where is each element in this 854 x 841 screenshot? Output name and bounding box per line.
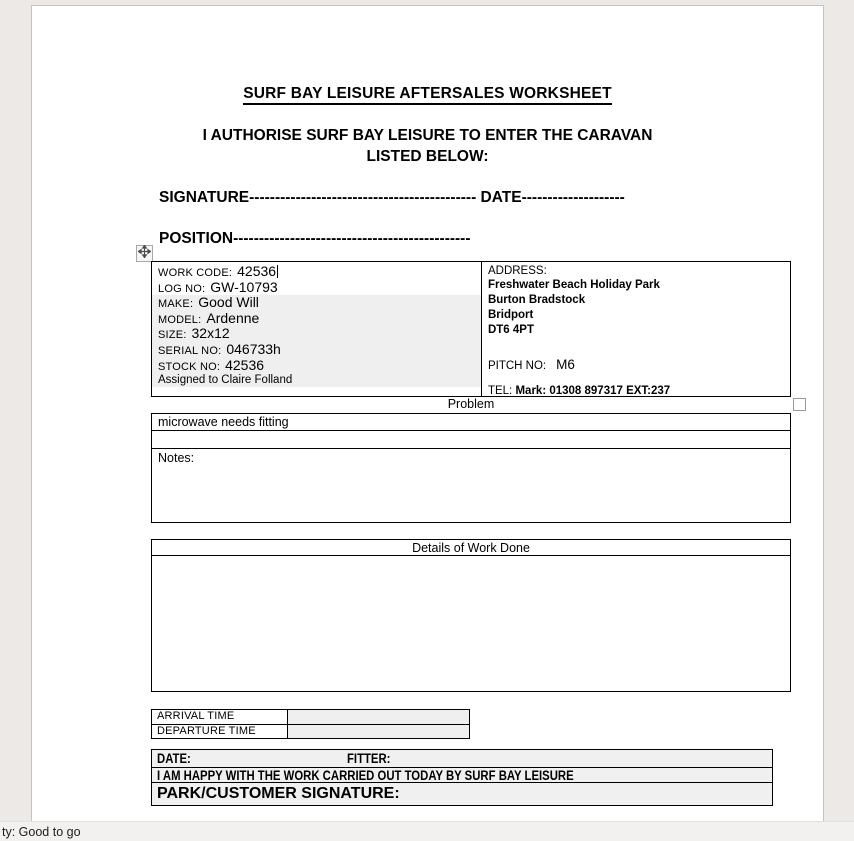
model-row[interactable] <box>152 311 481 327</box>
customer-signature-label: PARK/CUSTOMER SIGNATURE: <box>157 785 400 802</box>
tel-value: Mark: 01308 897317 EXT:237 <box>515 385 671 397</box>
problem-entry-cell[interactable]: microwave needs fitting <box>152 414 790 431</box>
stock-no-row[interactable] <box>152 358 481 374</box>
departure-time-label: DEPARTURE TIME <box>157 725 256 737</box>
make-value: Good Will <box>198 294 259 311</box>
problem-table <box>151 413 791 523</box>
assigned-note: Assigned to Claire Folland <box>158 374 293 387</box>
notes-cell[interactable] <box>152 449 790 522</box>
happy-statement-row <box>152 768 772 783</box>
notes-label: Notes: <box>158 451 195 465</box>
work-code-value: 42536 <box>237 263 277 279</box>
address-label: ADDRESS: <box>487 265 547 277</box>
tel-row <box>488 385 670 397</box>
departure-time-row <box>152 724 469 738</box>
authorise-text-line2: LISTED BELOW: <box>366 148 489 165</box>
address-line: Freshwater Beach Holiday Park <box>487 279 660 291</box>
vehicle-info-table <box>151 261 791 397</box>
log-no-value: GW-10793 <box>210 278 278 295</box>
fitter-label: FITTER: <box>347 751 391 766</box>
serial-no-row[interactable] <box>152 342 481 358</box>
log-no-row[interactable] <box>152 280 481 296</box>
pitch-no-label: PITCH NO: <box>487 360 547 372</box>
make-label: MAKE: <box>158 298 194 311</box>
make-row[interactable] <box>152 295 481 311</box>
work-code-label: WORK CODE: <box>158 267 233 279</box>
address-line: DT6 4PT <box>487 324 534 336</box>
document-title: SURF BAY LEISURE AFTERSALES WORKSHEET <box>32 85 823 103</box>
model-value: Ardenne <box>206 309 260 326</box>
date-fitter-row[interactable] <box>152 750 772 768</box>
tel-label: TEL: <box>487 385 513 397</box>
move-cross-icon <box>138 245 151 263</box>
authorise-text-line1: I AUTHORISE SURF BAY LEISURE TO ENTER THE CARAVAN <box>202 127 653 144</box>
stock-no-value: 42536 <box>225 356 265 373</box>
text-cursor <box>277 265 278 278</box>
position-line: POSITION---------------------------------------------- <box>159 230 471 247</box>
work-done-header: Details of Work Done <box>152 540 790 556</box>
problem-empty-cell[interactable] <box>152 431 790 449</box>
arrival-time-label: ARRIVAL TIME <box>157 710 235 722</box>
work-code-row[interactable] <box>152 264 481 280</box>
accessibility-status[interactable]: ty: Good to go <box>2 825 81 839</box>
pitch-no-row <box>488 357 575 372</box>
address-cell <box>481 262 790 396</box>
document-page <box>31 5 824 821</box>
table-move-handle[interactable] <box>136 245 153 262</box>
happy-statement: I AM HAPPY WITH THE WORK CARRIED OUT TODAY BY SURF BAY LEISURE <box>157 768 574 783</box>
vehicle-details-cell[interactable] <box>152 262 481 396</box>
shaded-field-block <box>152 295 481 387</box>
work-done-entry-area[interactable] <box>152 556 790 691</box>
address-line: Bridport <box>487 309 534 321</box>
serial-no-label: SERIAL NO: <box>158 344 222 357</box>
signature-date-line: SIGNATURE-------------------------------------------- DATE-------------------- <box>159 189 625 206</box>
table-resize-handle[interactable] <box>793 398 806 411</box>
work-done-table <box>151 539 791 692</box>
log-no-label: LOG NO: <box>158 282 206 295</box>
size-label: SIZE: <box>158 329 187 342</box>
status-bar <box>0 821 854 841</box>
size-row[interactable] <box>152 326 481 342</box>
address-line: Burton Bradstock <box>487 294 586 306</box>
size-value: 32x12 <box>191 325 230 342</box>
model-label: MODEL: <box>158 313 202 326</box>
customer-signature-row[interactable] <box>152 783 772 805</box>
problem-header: Problem <box>447 397 495 411</box>
arrival-time-row <box>152 710 469 724</box>
date-label: DATE: <box>157 751 191 766</box>
arrival-time-value-cell[interactable] <box>287 710 469 724</box>
serial-no-value: 046733h <box>226 340 281 357</box>
footer-signature-table <box>151 749 773 806</box>
stock-no-label: STOCK NO: <box>158 360 221 373</box>
times-table <box>151 709 470 739</box>
pitch-no-value: M6 <box>556 357 575 372</box>
departure-time-value-cell[interactable] <box>287 725 469 738</box>
